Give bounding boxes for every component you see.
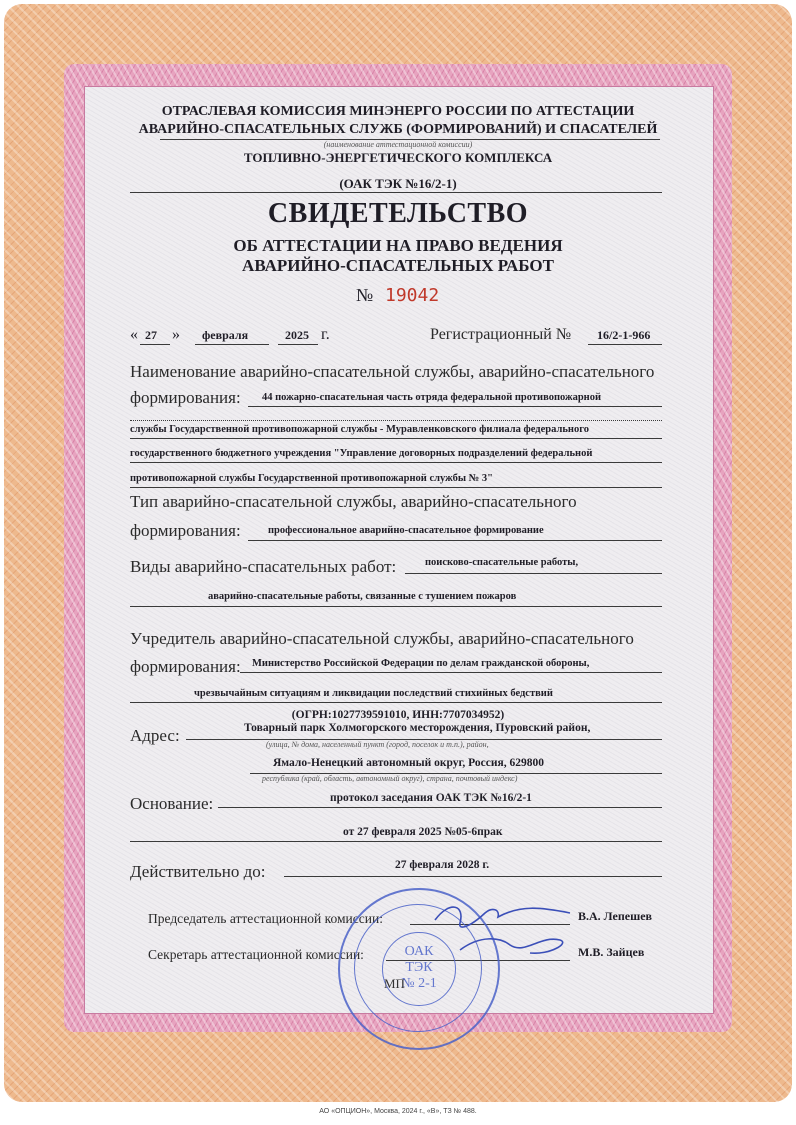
name-label-line1: Наименование аварийно-спасательной службы, аварийно-спасательного (130, 362, 655, 381)
type-label-line2: формирования: (130, 521, 241, 540)
address-value-line1: Товарный парк Холмогорского месторождения, Пуровский район, (244, 722, 591, 734)
chair-name: В.А. Лепешев (578, 909, 653, 923)
registration-label: Регистрационный № (430, 326, 572, 343)
code-underline (130, 192, 662, 193)
seal-text-line3: № 2-1 (401, 976, 437, 991)
name-underline4 (130, 487, 662, 488)
name-dotted-line (130, 420, 662, 421)
secretary-name: М.В. Зайцев (578, 945, 645, 959)
valid-value: 27 февраля 2028 г. (395, 859, 490, 871)
date-year-suffix: г. (321, 326, 330, 343)
works-value-line2: аварийно-спасательные работы, связанные с тушением пожаров (208, 591, 517, 602)
works-value-line1: поисково-спасательные работы, (425, 557, 579, 568)
name-underline2 (130, 438, 662, 439)
type-underline (248, 540, 662, 541)
header-line3: ТОПЛИВНО-ЭНЕРГЕТИЧЕСКОГО КОМПЛЕКСА (243, 150, 553, 165)
header-line1: ОТРАСЛЕВАЯ КОМИССИЯ МИНЭНЕРГО РОССИИ ПО АТТЕСТАЦИИ (161, 104, 635, 119)
title-sub1: ОБ АТТЕСТАЦИИ НА ПРАВО ВЕДЕНИЯ (233, 236, 563, 255)
secretary-label: Секретарь аттестационной комиссии: (148, 947, 364, 962)
basis-underline2 (130, 841, 662, 842)
basis-value-line2: от 27 февраля 2025 №05-6прак (343, 826, 503, 838)
name-underline3 (130, 462, 662, 463)
handwritten-signatures (430, 895, 580, 965)
date-day: 27 (145, 328, 157, 342)
founder-value-line3: (ОГРН:1027739591010, ИНН:7707034952) (291, 709, 505, 721)
date-open-quote: « (130, 326, 138, 343)
founder-value-line2: чрезвычайным ситуациям и ликвидации последствий стихийных бедствий (194, 688, 553, 699)
date-month: февраля (202, 328, 249, 342)
year-underline (278, 344, 318, 345)
header-caption: (наименование аттестационной комиссии) (323, 140, 473, 149)
chair-label: Председатель аттестационной комиссии: (148, 911, 383, 926)
founder-label-line2: формирования: (130, 657, 241, 676)
address-value-line2: Ямало-Ненецкий автономный округ, Россия, 629800 (273, 757, 544, 769)
date-year: 2025 (285, 328, 309, 342)
seal-text-line2: ТЭК (405, 960, 433, 975)
registration-underline (588, 344, 662, 345)
title-sub2: АВАРИЙНО-СПАСАТЕЛЬНЫХ РАБОТ (242, 256, 554, 275)
valid-label: Действительно до: (130, 862, 266, 881)
basis-label: Основание: (130, 794, 214, 813)
registration-number: 16/2-1-966 (597, 328, 651, 342)
seal-place-mark: МП (384, 976, 405, 991)
name-value-line4: противопожарной службы Государственной противопожарной службы № 3" (130, 473, 493, 484)
header-line2: АВАРИЙНО-СПАСАТЕЛЬНЫХ СЛУЖБ (ФОРМИРОВАНИЙ) И СПАСАТЕЛЕЙ (138, 122, 658, 137)
basis-value-line1: протокол заседания ОАК ТЭК №16/2-1 (330, 792, 532, 804)
type-value: профессиональное аварийно-спасательное формирование (268, 525, 544, 536)
name-value-line3: государственного бюджетного учреждения "Управление договорных подразделений федеральной (130, 448, 593, 459)
certificate-number: 19042 (385, 285, 440, 306)
name-underline1 (248, 406, 662, 407)
works-label: Виды аварийно-спасательных работ: (130, 557, 397, 576)
date-close-quote: » (172, 326, 180, 343)
document-title: СВИДЕТЕЛЬСТВО (267, 198, 529, 229)
month-underline (195, 344, 269, 345)
name-value-line1: 44 пожарно-спасательная часть отряда федеральной противопожарной (262, 392, 602, 403)
works-underline2 (130, 606, 662, 607)
commission-code: (ОАК ТЭК №16/2-1) (339, 176, 457, 191)
valid-underline (284, 876, 662, 877)
number-prefix: № (356, 285, 374, 305)
founder-label-line1: Учредитель аварийно-спасательной службы, аварийно-спасательного (130, 629, 634, 648)
printer-imprint: АО «ОПЦИОН», Москва, 2024 г., «В», ТЗ № 488. (319, 1108, 477, 1115)
founder-underline2 (130, 702, 662, 703)
address-label: Адрес: (130, 726, 180, 745)
founder-value-line1: Министерство Российской Федерации по делам гражданской обороны, (252, 658, 590, 669)
basis-underline1 (218, 807, 662, 808)
works-underline1 (405, 573, 662, 574)
day-underline (140, 344, 170, 345)
address-caption2: республика (край, область, автономный округ), страна, почтовый индекс) (262, 774, 518, 783)
name-label-line2: формирования: (130, 388, 241, 407)
name-value-line2: службы Государственной противопожарной службы - Муравленковского филиала федерального (130, 424, 589, 435)
address-caption1: (улица, № дома, населенный пункт (город, поселок и т.п.), район, (266, 740, 489, 749)
founder-underline1 (240, 672, 662, 673)
seal-text-line1: ОАК (404, 944, 434, 959)
type-label-line1: Тип аварийно-спасательной службы, аварийно-спасательного (130, 492, 577, 511)
